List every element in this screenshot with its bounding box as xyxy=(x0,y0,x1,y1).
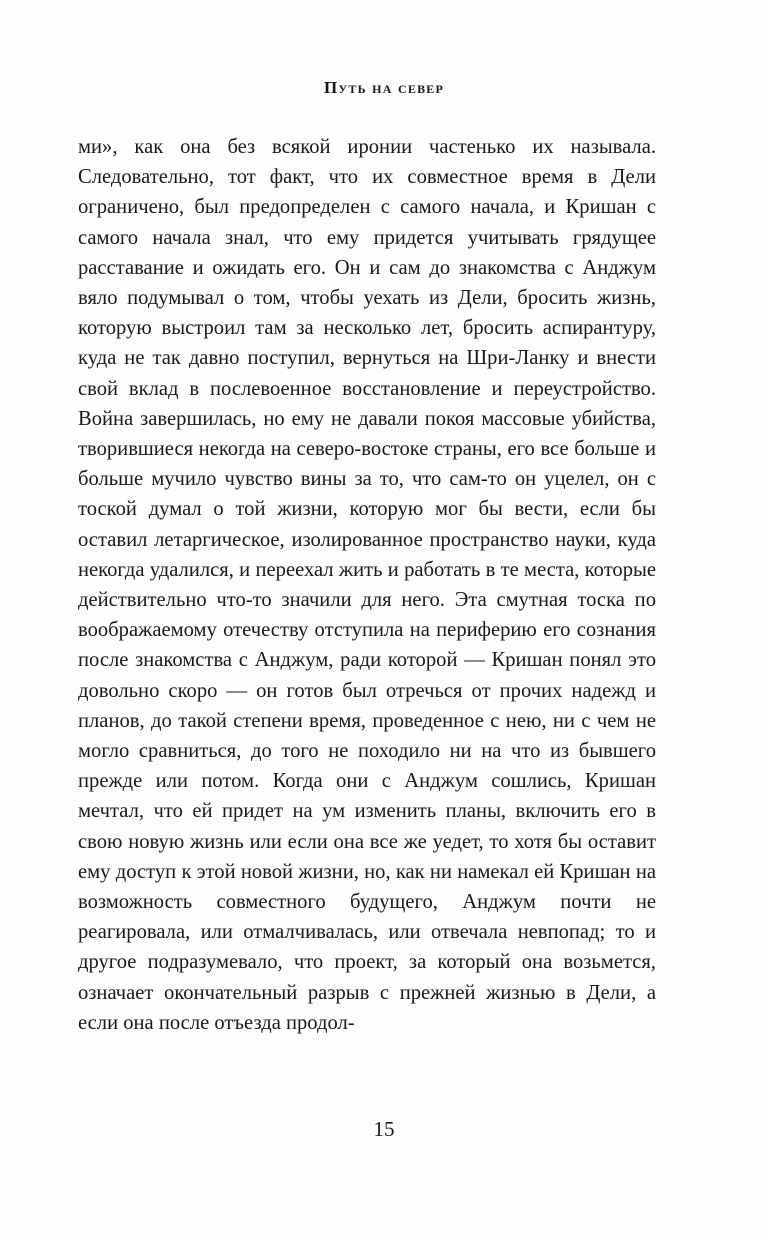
page-number: 15 xyxy=(373,1117,395,1141)
body-text-block xyxy=(78,132,656,1038)
body-paragraph: ми», как она без всякой иронии частенько их называла. Следовательно, тот факт, что их совместное время в Дели ограничено, был предопределен с самого начала, и Кришан с самого начала знал, что ему придется учитывать грядущее расставание и ожидать его. Он и сам до знакомства с Анджум вяло подумывал о том, чтобы уехать из Дели, бросить жизнь, которую выстроил там за несколько лет, бросить аспирантуру, куда не так давно поступил, вернуться на Шри-Ланку и внести свой вклад в послевоенное восстановление и переустройство. Война завершилась, но ему не давали покоя массовые убийства, творившиеся некогда на северо-востоке страны, его все больше и больше мучило чувство вины за то, что сам-то он уцелел, он с тоской думал о той жизни, которую мог бы вести, если бы оставил летаргическое, изолированное пространство науки, куда некогда удалился, и переехал жить и работать в те места, которые действительно что-то значили для него. Эта смутная тоска по воображаемому отечеству отступила на периферию его сознания после знакомства с Анджум, ради которой — Кришан понял это довольно скоро — он готов был отречься от прочих надежд и планов, до такой степени время, проведенное с нею, ни с чем не могло сравниться, до того не походило ни на что из бывшего прежде или потом. Когда они с Анджум сошлись, Кришан мечтал, что ей придет на ум изменить планы, включить его в свою новую жизнь или если она все же уедет, то хотя бы оставит ему доступ к этой новой жизни, но, как ни намекал ей Кришан на возможность совместного будущего, Анджум почти не реагировала, или отмалчивалась, или отвечала невпопад; то и другое подразумевало, что проект, за который она возьмется, означает окончательный разрыв с прежней жизнью в Дели, а если она после отъезда продол- xyxy=(78,136,656,1034)
running-head: Путь на север xyxy=(323,78,445,97)
